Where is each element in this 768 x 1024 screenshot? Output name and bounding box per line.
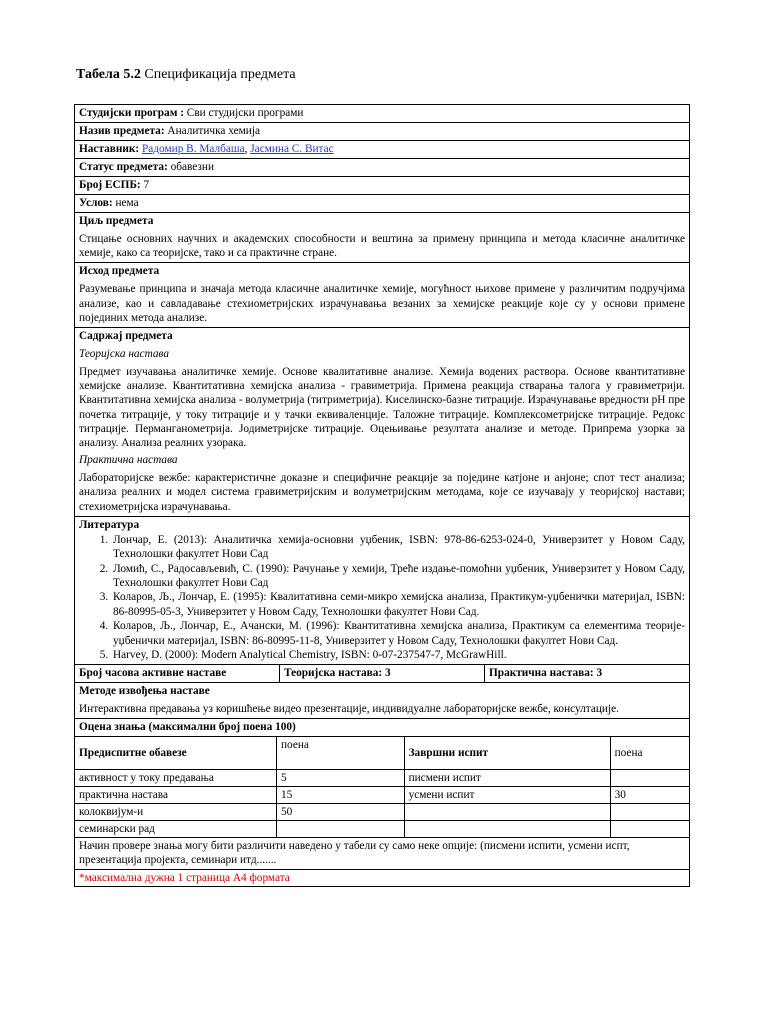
literature-item: 3. Коларов, Љ., Лончар, Е. (1995): Квалитативна семи-микро хемијска анализа, Практикум-уџбенички материјал, ISBN: 86-80995-05-3, Универзитет у Новом Саду, Технолошки факултет Нови Сад. xyxy=(111,590,685,619)
footnote-row xyxy=(74,870,690,888)
pre-exam-header: Предиспитне обавезе xyxy=(75,736,277,769)
teacher-link-1[interactable]: Радомир В. Малбаша xyxy=(142,143,245,155)
teachers-row xyxy=(74,140,690,158)
teachers-label: Наставник: xyxy=(79,143,140,155)
course-specification-table xyxy=(74,104,690,887)
table-row xyxy=(75,786,690,803)
practice-hours: Практична настава: 3 xyxy=(489,666,603,679)
grading-table xyxy=(74,736,690,838)
theory-label: Теоријска настава xyxy=(79,348,169,361)
footnote: *максимална дужна 1 страница А4 формата xyxy=(79,871,290,884)
practice-text: Лабораторијске вежбе: карактеристичне доказне и специфичне реакције за поједине катјоне и анјоне; спот тест анализа; анализа реалних и модел система гравиметријским и волуметријским методама, које се изучавају у теоријској настави; стехиометријска израчунавања. xyxy=(79,472,685,513)
goal-text: Стицање основних научних и академских способности и вештина за примену принципа и метода класичне аналитичке хемије, како са теоријске, тако и са практичне стране. xyxy=(79,233,685,260)
final-exam-item xyxy=(404,820,610,837)
outcome-label: Исход предмета xyxy=(79,265,160,278)
teacher-separator: , xyxy=(244,143,251,155)
goal-label: Циљ предмета xyxy=(79,215,154,227)
condition-label: Услов: xyxy=(79,197,113,209)
teacher-link-2[interactable]: Јасмина С. Витас xyxy=(250,143,334,155)
grading-label: Оцена знања (максимални број поена 100) xyxy=(79,720,296,733)
pre-exam-item: семинарски рад xyxy=(75,820,277,837)
caption-title: Спецификација предмета xyxy=(140,67,296,82)
final-exam-points xyxy=(610,803,689,820)
program-value: Сви студијски програми xyxy=(183,107,304,119)
final-exam-points xyxy=(610,820,689,837)
theory-hours: Теоријска настава: 3 xyxy=(280,665,485,682)
final-exam-points xyxy=(610,769,689,786)
points-header-1: поена xyxy=(276,736,404,769)
program-row xyxy=(74,104,690,122)
pre-exam-points: 50 xyxy=(276,803,404,820)
pre-exam-points: 15 xyxy=(276,786,404,803)
pre-exam-points: 5 xyxy=(276,769,404,786)
active-hours-label: Број часова активне наставе xyxy=(75,665,280,682)
literature-item: 4. Коларов, Љ., Лончар, Е., Ачански, М. (1996): Квантитативна хемијска анализа, Практикум са елементима теорије-уџбенички материјал, ISBN: 86-80995-11-8, Универзитет у Новом Саду, Технолошки факултет Нови Сад. xyxy=(111,619,685,648)
table-row xyxy=(75,820,690,837)
grading-header-row xyxy=(75,736,690,769)
pre-exam-item: колоквијум-и xyxy=(75,803,277,820)
literature-label: Литература xyxy=(79,518,140,531)
grading-title-row xyxy=(74,718,690,736)
practice-label: Практична настава xyxy=(79,454,178,467)
status-label: Статус предмета: xyxy=(79,161,168,173)
outcome-row xyxy=(74,262,690,327)
methods-text: Интерактивна предавања уз коришћење видео презентације, индивидуалне лабораторијске вежбе, консултације. xyxy=(79,702,619,715)
content-row xyxy=(74,327,690,516)
pre-exam-item: активност у току предавања xyxy=(75,769,277,786)
condition-value: нема xyxy=(112,197,139,209)
grading-note: Начин провере знања могу бити различити наведено у табели су само неке опције: (писмени испити, усмени испт, презентација пројекта, семинари итд....... xyxy=(79,839,630,867)
final-exam-item: писмени испит xyxy=(404,769,610,786)
literature-item: 5. Harvey, D. (2000): Modern Analytical Chemistry, ISBN: 0-07-237547-7, McGrawHill. xyxy=(111,648,685,662)
grading-note-row xyxy=(74,838,690,870)
status-value: обавезни xyxy=(167,161,214,173)
literature-item: 1. Лончар, Е. (2013): Аналитичка хемија-основни уџбеник, ISBN: 978-86-6253-024-0, Универзитет у Новом Саду, Технолошки факултет Нови Сад xyxy=(111,533,685,562)
goal-row xyxy=(74,212,690,262)
content-label: Садржај предмета xyxy=(79,330,173,343)
espb-label: Број ЕСПБ: xyxy=(79,179,141,191)
table-row xyxy=(75,769,690,786)
points-header-2: поена xyxy=(610,736,689,769)
course-name-row xyxy=(74,122,690,140)
theory-text: Предмет изучавања аналитичке хемије. Основе квалитативне анализе. Хемија водених раствора. Основе квантитативне хемијске анализе. Квантитативна хемијска анализа - гравиметрија. Примена реакција стварања талога у гравиметрији. Квантитативна хемијска анализа - волуметрија (титриметрија). Киселинско-базне титрације. Израчунавање вредности pH пре почетка титрације, у току титрације и у тачки еквиваленције. Таложне титрације. Комплексометријске титрације. Редокс титрације. Перманганометрија. Јодиметријске титрације. Оцењивање резултата анализе и методе. Припрема узорка за анализу. Анализа реалних узорака. xyxy=(79,366,685,450)
final-exam-points: 30 xyxy=(610,786,689,803)
program-label: Студијски програм : xyxy=(79,107,184,119)
table-row xyxy=(75,803,690,820)
literature-item: 2. Ломић, С., Радосављевић, С. (1990): Рачунање у хемији, Треће издање-помоћни уџбеник, Универзитет у Новом Саду, Технолошки факултет Нови Сад xyxy=(111,562,685,591)
status-row xyxy=(74,158,690,176)
methods-row xyxy=(74,682,690,718)
espb-row xyxy=(74,176,690,194)
espb-value: 7 xyxy=(140,179,150,191)
course-name-label: Назив предмета: xyxy=(79,125,165,137)
literature-list xyxy=(79,533,685,663)
final-exam-item xyxy=(404,803,610,820)
hours-row xyxy=(74,664,690,682)
caption-number: Табела 5.2 xyxy=(76,67,141,82)
table-caption xyxy=(76,67,296,83)
methods-label: Методе извођења наставе xyxy=(79,684,210,697)
course-name-value: Аналитичка хемија xyxy=(164,125,260,137)
literature-row xyxy=(74,516,690,664)
outcome-text: Разумевање принципа и значаја метода класичне аналитичке хемије, могућност њихове примене у различитим подручјима анализе, као и савладавање стехиометријских израчунавања везаних за хемијске реакције које су у основи примене појединих метода анализе. xyxy=(79,283,685,324)
pre-exam-points xyxy=(276,820,404,837)
condition-row xyxy=(74,194,690,212)
pre-exam-item: практична настава xyxy=(75,786,277,803)
final-exam-header: Завршни испит xyxy=(404,736,610,769)
final-exam-item: усмени испит xyxy=(404,786,610,803)
